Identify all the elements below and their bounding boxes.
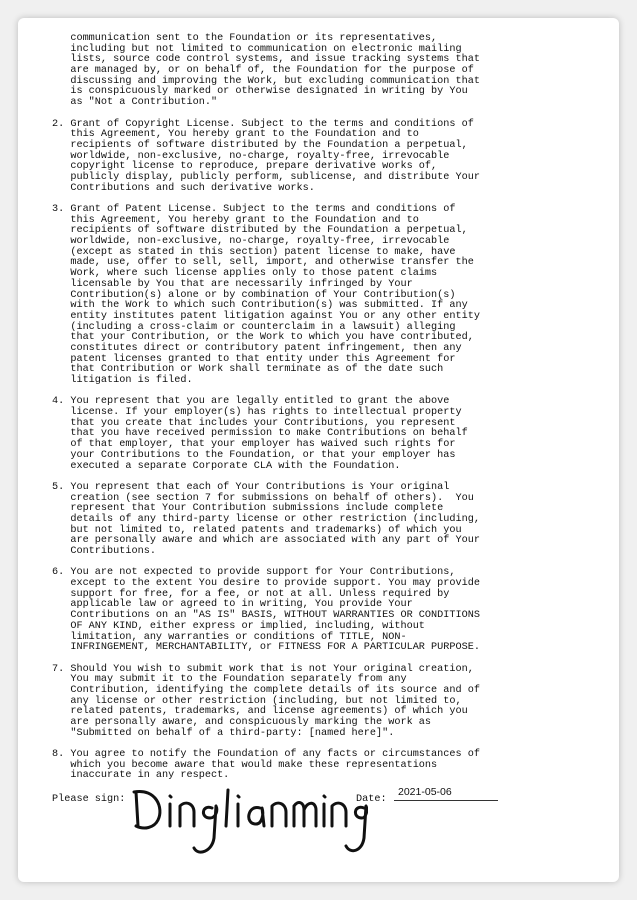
text-line: 6. You are not expected to provide support for Your Contributions, [52, 567, 456, 579]
text-line: worldwide, non-exclusive, no-charge, royalty-free, irrevocable [52, 236, 450, 248]
text-line: Contributions on an "AS IS" BASIS, WITHOUT WARRANTIES OR CONDITIONS [52, 610, 480, 622]
text-line: Work, where such license applies only to those patent claims [52, 268, 438, 280]
text-line: recipients of software distributed by the Foundation a perpetual, [52, 139, 468, 151]
text-line: your Contributions to the Foundation, or that your employer has [52, 449, 456, 461]
agreement-text [52, 34, 502, 782]
text-line: that you have received permission to make Contributions on behalf [52, 428, 468, 440]
date-label: Date: [356, 794, 387, 805]
text-line: are personally aware and which are associated with any part of Your [52, 535, 480, 547]
date-field: 2021-05-06 [394, 786, 498, 801]
text-line: Contributions. [52, 546, 156, 557]
text-line: are personally aware, and conspicuously marking the work as [52, 717, 432, 728]
text-line: except to the extent You desire to provide support. You may provide [52, 578, 480, 590]
text-line: that you create that includes your Contributions, you represent [52, 417, 456, 429]
text-line: publicly display, publicly perform, sublicense, and distribute Your [52, 171, 480, 183]
text-line: applicable law or agreed to in writing, You provide Your [52, 599, 413, 611]
text-line: (including a cross-claim or counterclaim in a lawsuit) alleging [52, 321, 456, 333]
text-line: 3. Grant of Patent License. Subject to the terms and conditions of [52, 204, 456, 215]
text-line: communication sent to the Foundation or its representatives, [52, 33, 438, 44]
text-line: 4. You represent that you are legally entitled to grant the above [52, 396, 450, 408]
sign-label: Please sign: [52, 794, 126, 805]
paragraph-gap [52, 654, 502, 665]
text-line: made, use, offer to sell, sell, import, and otherwise transfer the [52, 257, 474, 269]
signature-row [52, 786, 612, 874]
text-line: related patents, trademarks, and license agreements) of which you [52, 706, 468, 718]
paragraph-gap [52, 109, 502, 120]
text-line: "Submitted on behalf of a third-party: [named here]". [52, 727, 395, 739]
handwritten-signature [128, 782, 368, 862]
text-line: limitation, any warranties or conditions of TITLE, NON- [52, 631, 407, 643]
text-line: Contributions and such derivative works. [52, 182, 315, 194]
text-line: details of any third-party license or other restriction (including, [52, 513, 480, 525]
text-line: including but not limited to communication on electronic mailing [52, 43, 462, 55]
text-line: lists, source code control systems, and issue tracking systems that [52, 54, 480, 66]
text-line: 5. You represent that each of Your Contributions is Your original [52, 481, 450, 493]
document-page [18, 18, 619, 882]
text-line: 2. Grant of Copyright License. Subject to the terms and conditions of [52, 118, 474, 130]
text-line: are managed by, or on behalf of, the Foundation for the purpose of [52, 65, 474, 77]
text-line: OF ANY KIND, either express or implied, including, without [52, 620, 425, 632]
text-line: entity institutes patent litigation against You or any other entity [52, 310, 480, 322]
text-line: this Agreement, You hereby grant to the Foundation and to [52, 214, 419, 226]
text-line: inaccurate in any respect. [52, 770, 230, 782]
text-line: of that employer, that your employer has waived such rights for [52, 439, 456, 451]
text-line: executed a separate Corporate CLA with the Foundation. [52, 460, 401, 472]
text-line: Contribution(s) alone or by combination of Your Contribution(s) [52, 289, 456, 301]
text-line: which you become aware that would make these representations [52, 759, 438, 771]
text-line: any license or other restriction (including, but not limited to, [52, 695, 462, 707]
text-line: recipients of software distributed by the Foundation a perpetual, [52, 225, 468, 237]
text-line: is conspicuously marked or otherwise designated in writing by You [52, 86, 468, 98]
text-line: (except as stated in this section) patent license to make, have [52, 246, 456, 258]
text-line: patent licenses granted to that entity under this Agreement for [52, 353, 456, 365]
text-line: that Contribution or Work shall terminate as of the date such [52, 364, 444, 376]
text-line: with the Work to which such Contribution(s) was submitted. If any [52, 300, 468, 312]
text-line: creation (see section 7 for submissions on behalf of others). You [52, 492, 474, 504]
text-line: discussing and improving the Work, but excluding communication that [52, 75, 480, 87]
text-line: copyright license to reproduce, prepare derivative works of, [52, 161, 438, 173]
text-line: Contribution, identifying the complete details of its source and of [52, 684, 480, 696]
text-line: You may submit it to the Foundation separately from any [52, 674, 407, 686]
text-line: INFRINGEMENT, MERCHANTABILITY, or FITNESS FOR A PARTICULAR PURPOSE. [52, 642, 480, 654]
text-line: represent that Your Contribution submissions include complete [52, 503, 444, 515]
text-line: license. If your employer(s) has rights to intellectual property [52, 407, 462, 419]
text-line: 7. Should You wish to submit work that is not Your original creation, [52, 663, 474, 675]
text-line: but not limited to, related patents and trademarks) of which you [52, 524, 462, 536]
text-line: support for free, for a fee, or not at all. Unless required by [52, 588, 450, 600]
text-line: that your Contribution, or the Work to which you have contributed, [52, 332, 474, 344]
text-line: as "Not a Contribution." [52, 97, 218, 109]
text-line: litigation is filed. [52, 375, 193, 386]
text-line: 8. You agree to notify the Foundation of any facts or circumstances of [52, 749, 480, 761]
text-line: licensable by You that are necessarily infringed by Your [52, 278, 413, 290]
text-line: worldwide, non-exclusive, no-charge, royalty-free, irrevocable [52, 150, 450, 162]
text-line: this Agreement, You hereby grant to the Foundation and to [52, 129, 419, 141]
text-line: constitutes direct or contributory patent infringement, then any [52, 342, 462, 354]
